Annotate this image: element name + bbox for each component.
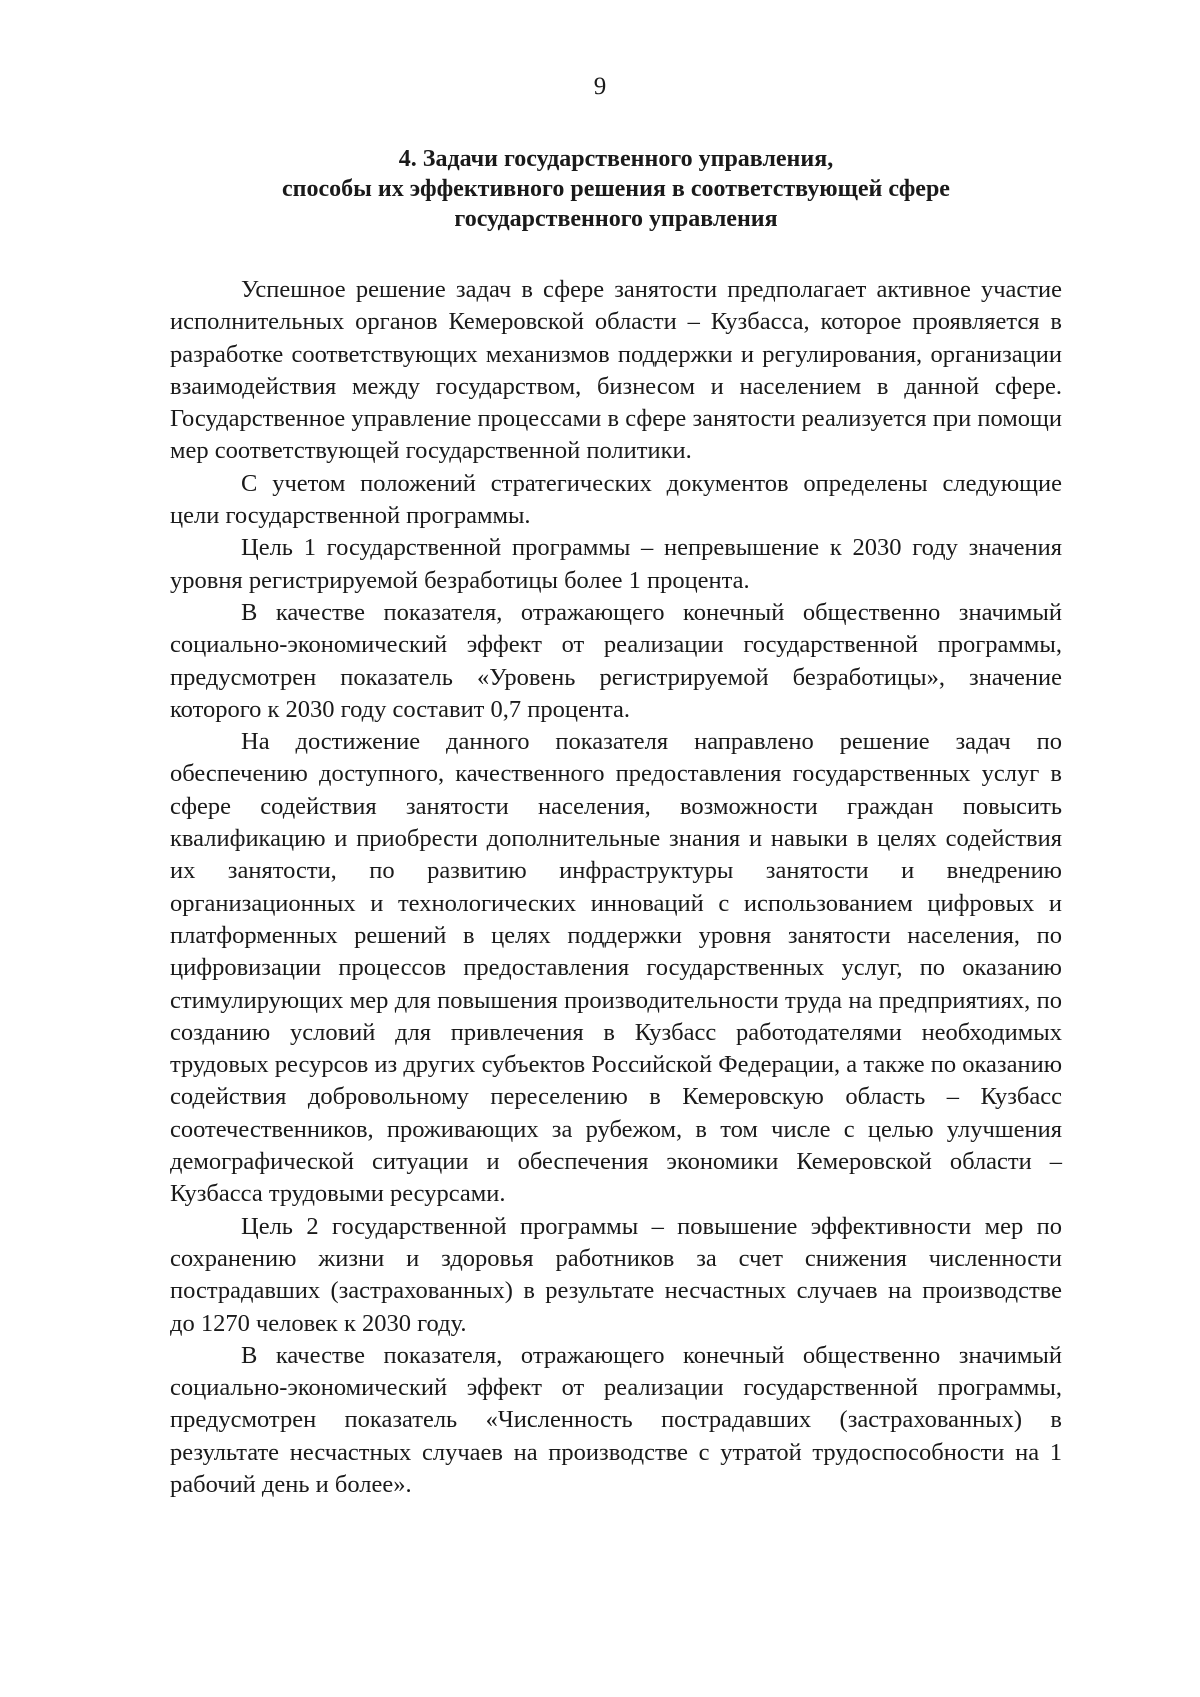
paragraph: С учетом положений стратегических документов определены следующие цели государственной программы. (170, 469, 1062, 530)
paragraph: Успешное решение задач в сфере занятости предполагает активное участие исполнительных органов Кемеровской области – Кузбасса, которое проявляется в разработке соответствующих механизмов поддержки и регулирования, организации взаимодействия между государством, бизнесом и населением в данной сфере. Государственное управление процессами в сфере занятости реализуется при помощи мер соответствующей государственной политики. (170, 276, 1062, 465)
section-heading (170, 144, 1062, 234)
page-number: 9 (593, 73, 607, 100)
section-heading-line-3: государственного управления (454, 206, 778, 232)
body-text (170, 274, 1062, 1501)
section-heading-line-1: 4. Задачи государственного управления, (398, 146, 834, 172)
paragraph: Цель 1 государственной программы – непревышение к 2030 году значения уровня регистрируемой безработицы более 1 процента. (170, 534, 1062, 594)
paragraph: В качестве показателя, отражающего конечный общественно значимый социально-экономический эффект от реализации государственной программы, предусмотрен показатель «Уровень регистрируемой безработицы», значение которого к 2030 году составит 0,7 процента. (170, 598, 1062, 723)
section-heading-line-2: способы их эффективного решения в соответствующей сфере (282, 176, 950, 202)
paragraph: Цель 2 государственной программы – повышение эффективности мер по сохранению жизни и здоровья работников за счет снижения численности пострадавших (застрахованных) в результате несчастных случаев на производстве до 1270 человек к 2030 году. (170, 1212, 1062, 1337)
paragraph: В качестве показателя, отражающего конечный общественно значимый социально-экономический эффект от реализации государственной программы, предусмотрен показатель «Численность пострадавших (застрахованных) в результате несчастных случаев на производстве с утратой трудоспособности на 1 рабочий день и более». (170, 1341, 1062, 1498)
paragraph: На достижение данного показателя направлено решение задач по обеспечению доступного, качественного предоставления государственных услуг в сфере содействия занятости населения, возможности граждан повысить квалификацию и приобрести дополнительные знания и навыки в целях содействия их занятости, по развитию инфраструктуры занятости и внедрению организационных и технологических инноваций с использованием цифровых и платформенных решений в целях поддержки уровня занятости населения, по цифровизации процессов предоставления государственных услуг, по оказанию стимулирующих мер для повышения производительности труда на предприятиях, по созданию условий для привлечения в Кузбасс работодателями необходимых трудовых ресурсов из других субъектов Российской Федерации, а также по оказанию содействия добровольному переселению в Кемеровскую область – Кузбасс соотечественников, проживающих за рубежом, в том числе с целью улучшения демографической ситуации и обеспечения экономики Кемеровской области – Кузбасса трудовыми ресурсами. (170, 728, 1062, 1208)
